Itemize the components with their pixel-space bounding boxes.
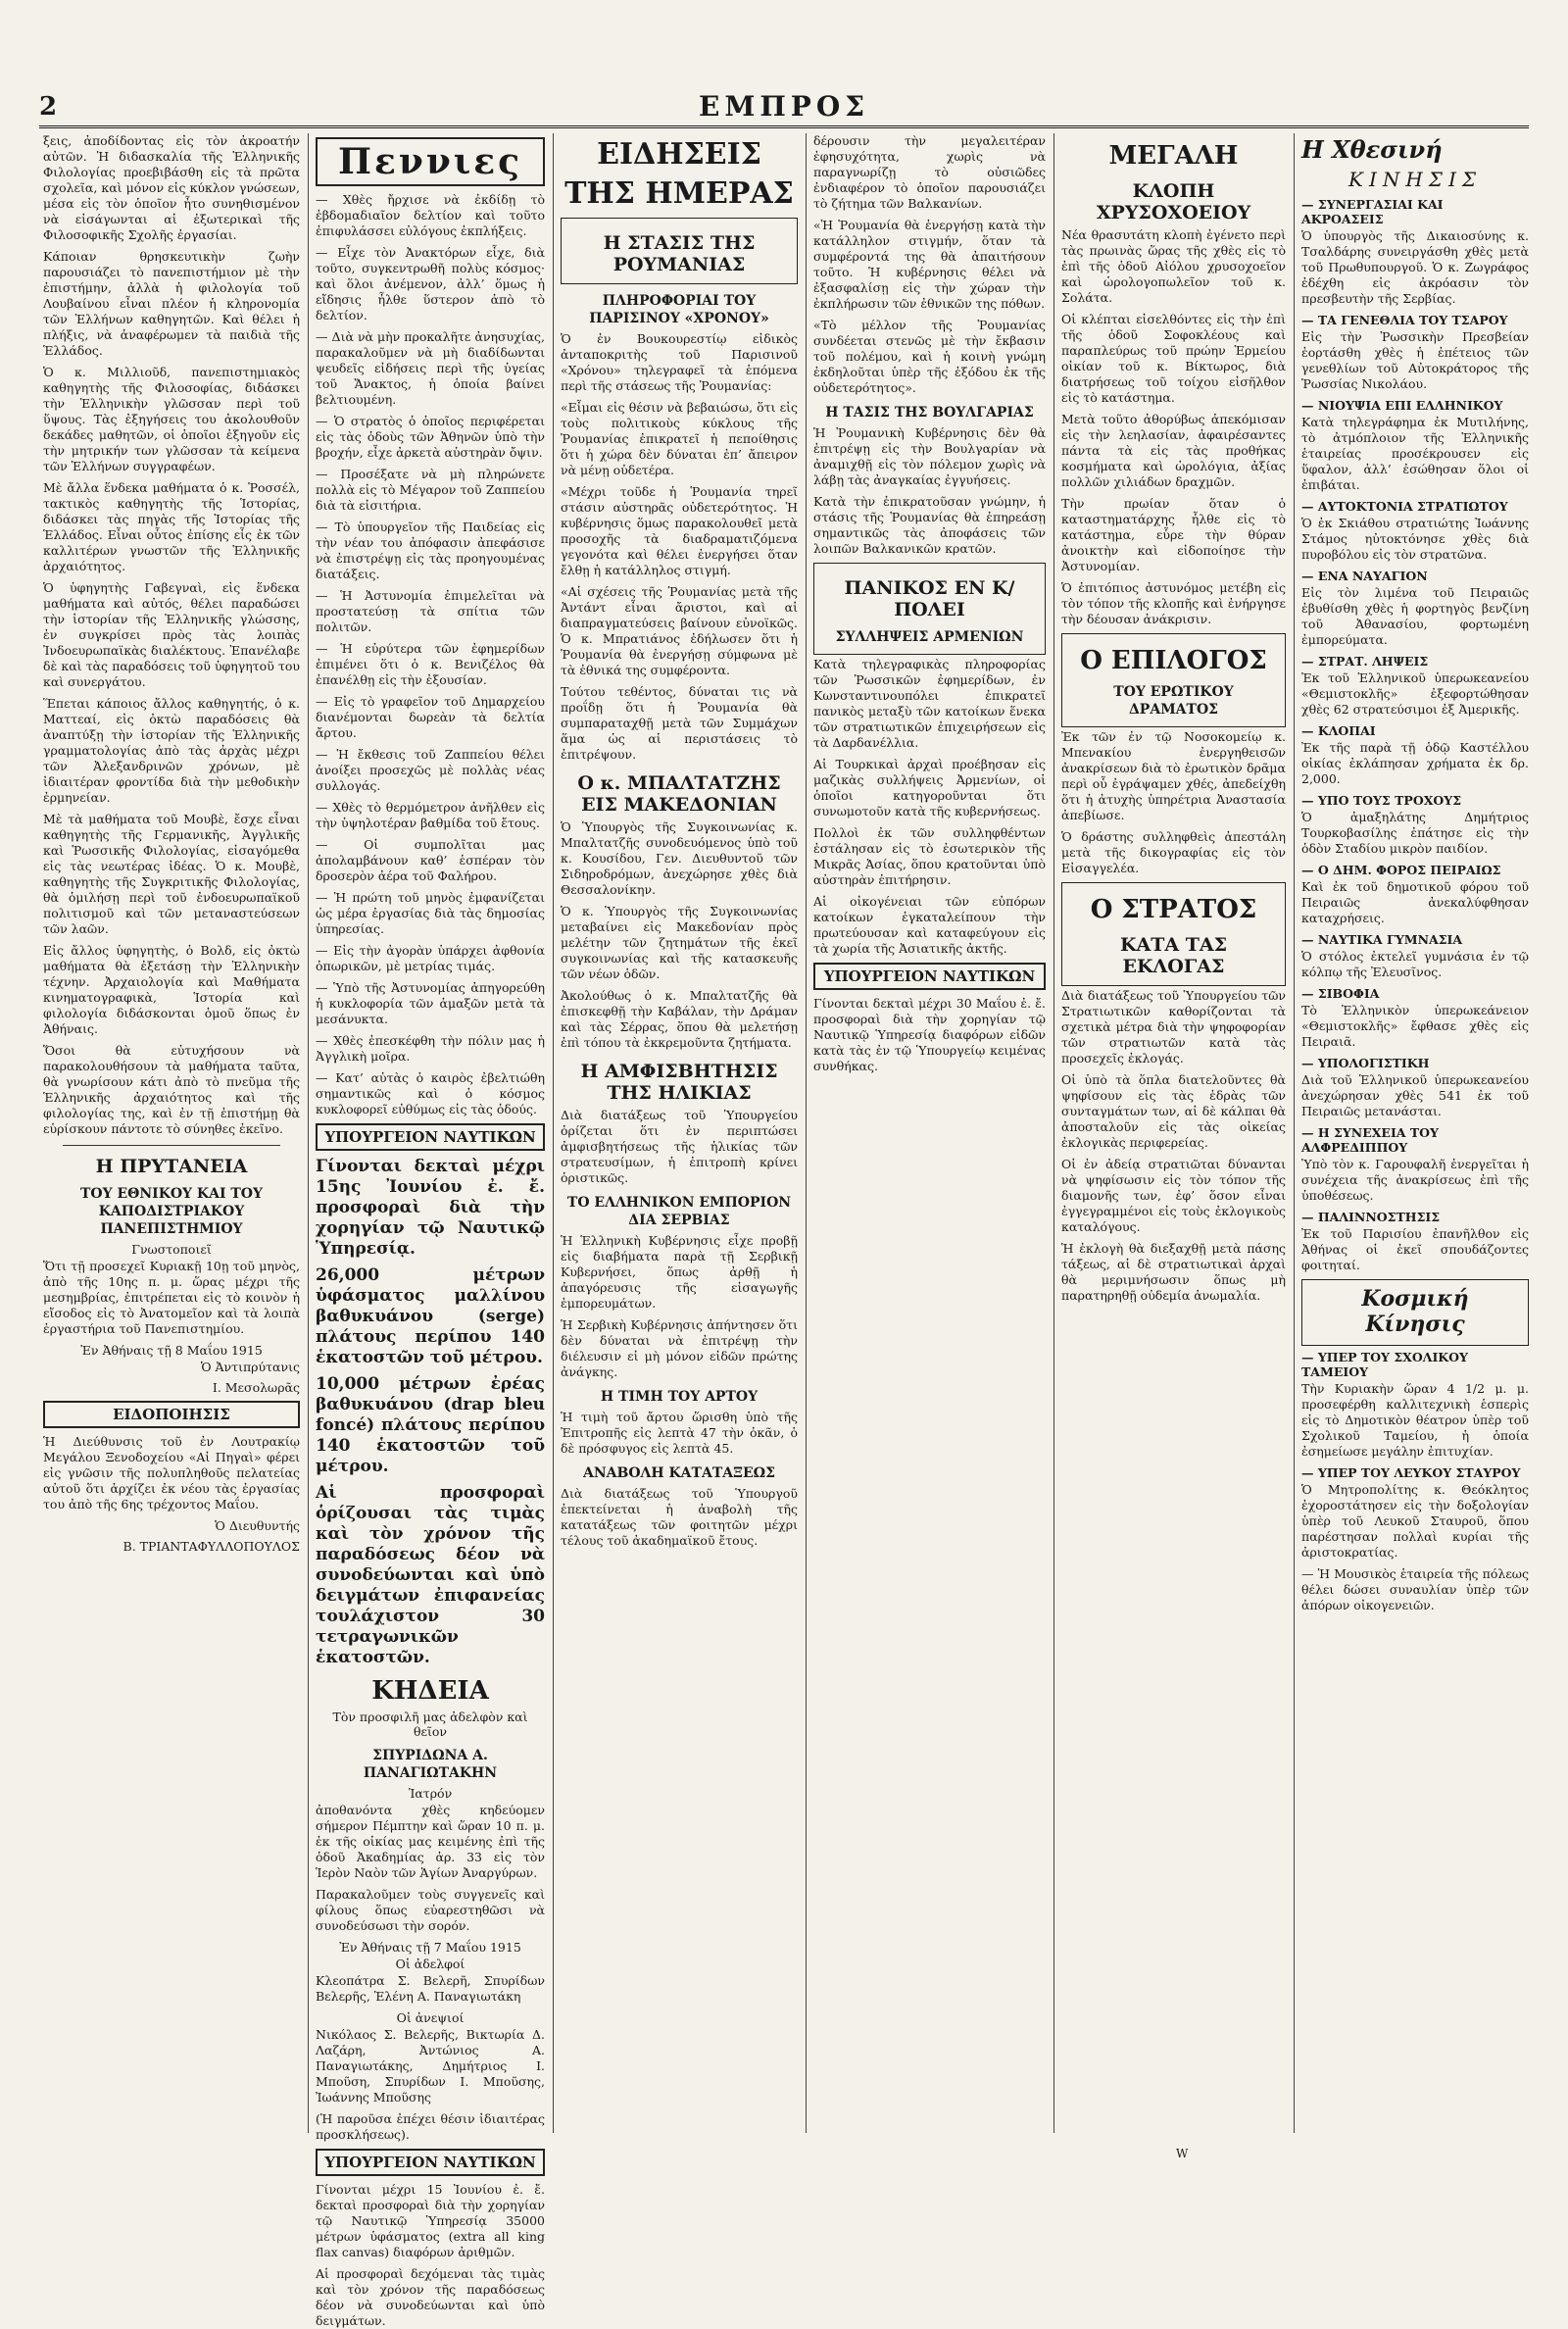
news-item-text: — Ἡ Μουσικὸς ἑταιρεία τῆς πόλεως θέλει δώσει συναυλίαν ὑπὲρ τῶν ἀπόρων οἰκογενειῶν. [1301,1566,1529,1612]
funeral-text: Παρακαλοῦμεν τοὺς συγγενεῖς καὶ φίλους ὅπως εὐαρεστηθῶσι νὰ συνοδεύσωσι τὴν σορόν. [316,1887,545,1933]
section-title: Η Χθεσινή [1301,135,1443,164]
news-item-text: Διὰ τοῦ Ἑλληνικοῦ ὑπερωκεανείου ἀνεχώρησαν χθὲς 541 ἐκ τοῦ Πειραιῶς μετανάσται. [1301,1072,1529,1118]
news-item-text: Ὑπὸ τὸν κ. Γαρουφαλῆ ἐνεργεῖται ἡ συνέχεια τῆς ἀνακρίσεως ἐπὶ τῆς ὑποθέσεως. [1301,1157,1529,1203]
section-subtitle: ΚΙΝΗΣΙΣ [1348,168,1482,191]
article-paragraph: «Αἱ σχέσεις τῆς Ῥουμανίας μετὰ τῆς Ἀντάντ εἶναι ἄριστοι, καὶ αἱ διαπραγματεύσεις βαίνουν εὐνοϊκῶς. Ὁ κ. Μπρατιάνος ἐδήλωσεν ὅτι ἡ Ῥουμανία θὰ ἐνεργήσῃ σύμφωνα μὲ τὰ ἐθνικά της συμφέροντα. [561,584,798,677]
article-paragraph: «Τὸ μέλλον τῆς Ῥουμανίας συνδέεται στενῶς μὲ τὴν ἔκβασιν τοῦ πολέμου, καὶ ἡ κοινὴ γνώμη ἐκδηλοῦται ὑπὲρ τῆς ἐξόδου ἐκ τῆς οὐδετερότητος». [813,318,1046,395]
article-paragraph: Αἱ οἰκογένειαι τῶν εὐπόρων κατοίκων ἐγκαταλείπουν τὴν πρωτεύουσαν καὶ καταφεύγουν εἰς τὰ χωρία τῆς Ἀσιατικῆς ἀκτῆς. [813,894,1046,956]
article-paragraph: Τὴν πρωίαν ὅταν ὁ καταστηματάρχης ἦλθε εἰς τὸ κατάστημα, εὗρε τὴν θύραν ἀνοικτὴν καὶ εἰδοποίησε τὴν Ἀστυνομίαν. [1061,496,1286,573]
eidopoiisis-name: Β. ΤΡΙΑΝΤΑΦΥΛΛΟΠΟΥΛΟΣ [122,1539,300,1554]
newspaper-name: ΕΜΠΡΟΣ [698,90,870,123]
article-paragraph: δέρουσιν τὴν μεγαλειτέραν ἐφησυχότητα, χωρὶς νὰ παραγνωρίζῃ τὸ οὐσιῶδες ἐνδιαφέρον τὸ ὁποῖον παρουσιάζει τὸ ζήτημα τῶν Βαλκανίων. [813,133,1046,211]
article-paragraph: Ὁ ἐν Βουκουρεστίῳ εἰδικὸς ἀνταποκριτὴς τοῦ Παρισινοῦ «Χρόνου» τηλεγραφεῖ τὰ ἑπόμενα περὶ τῆς στάσεως τῆς Ῥουμανίας: [561,331,798,393]
penniez-item: — Οἱ συμπολῖται μας ἀπολαμβάνουν καθ’ ἑσπέραν τὸν δροσερὸν ἀέρα τοῦ Φαλήρου. [316,837,545,883]
column-3 [561,133,798,2133]
news-item-text: Ἐκ τοῦ Παρισίου ἐπανῆλθον εἰς Ἀθήνας οἱ ἐκεῖ σπουδάζοντες φοιτηταί. [1301,1226,1529,1272]
penniez-item: — Ἡ εὐρύτερα τῶν ἐφημερίδων ἐπιμένει ὅτι ὁ κ. Βενιζέλος θὰ ἐπανέλθῃ εἰς τὴν ἐξουσίαν. [316,641,545,687]
news-item-heading: — ΤΑ ΓΕΝΕΘΛΙΑ ΤΟΥ ΤΣΑΡΟΥ [1301,313,1508,327]
article-paragraph: Διὰ διατάξεως τοῦ Ὑπουργείου ὁρίζεται ὅτι ἐν περιπτώσει ἀμφισβητήσεως τῆς ἡλικίας τῶν στρατευσίμων, ἡ ἐπιτροπὴ κρίνει ὁριστικῶς. [561,1108,798,1185]
article-paragraph: Κάποιαν θρησκευτικὴν ζωὴν παρουσιάζει τὸ πανεπιστήμιον μὲ τὴν ἐπιστήμην, ἀλλὰ ἡ φιλολογία τοῦ Λουβαίνου εἶναι πλέον ἡ κληρονομία τῶν Ἑλλήνων καθηγητῶν. Καὶ θέλει ἡ πλήξις, νὰ ἀναφέρωμεν τὰ παιδιὰ τῆς Ἑλλάδος. [43,249,300,358]
penniez-item: — Χθὲς ἤρχισε νὰ ἐκδίδῃ τὸ ἑβδομαδιαῖον δελτίον καὶ τοῦτο ἐπιφυλάσσει εὐλόγους ἐκπλήξεις. [316,192,545,238]
subheadline: ΣΥΛΛΗΨΕΙΣ ΑΡΜΕΝΙΩΝ [835,629,1024,645]
news-item-text: Τὸ Ἑλληνικὸν ὑπερωκεάνειον «Θεμιστοκλῆς» ἔφθασε χθὲς εἰς Πειραιᾶ. [1301,1003,1529,1049]
funeral-label: Οἱ ἀδελφοί [395,1957,466,1971]
news-item-heading: — Ο ΔΗΜ. ΦΟΡΟΣ ΠΕΙΡΑΙΩΣ [1301,863,1501,877]
news-item-heading: — ΝΑΥΤΙΚΑ ΓΥΜΝΑΣΙΑ [1301,932,1463,947]
news-item-heading: — ΠΑΛΙΝΝΟΣΤΗΣΙΣ [1301,1210,1441,1224]
article-paragraph: Ὁ Ὑπουργὸς τῆς Συγκοινωνίας κ. Μπαλτατζῆς συνοδευόμενος ὑπὸ τοῦ κ. Κουσίδου, Γεν. Διευθυντοῦ τῶν Σιδηροδρόμων, ἀνεχώρησε χθὲς διὰ Θεσσαλονίκην. [561,819,798,897]
article-paragraph: Ἡ Ἑλληνικὴ Κυβέρνησις εἶχε προβῇ εἰς διαβήματα παρὰ τῇ Σερβικῇ Κυβερνήσει, ὅπως ἀρθῇ ἡ ἀπαγόρευσις τῆς εἰσαγωγῆς ἐμπορευμάτων. [561,1233,798,1311]
funeral-text: ἀποθανόντα χθὲς κηδεύομεν σήμερον Πέμπτην καὶ ὥραν 10 π. μ. ἐκ τῆς οἰκίας μας κειμένης ἐπὶ τῆς ὁδοῦ Ἀκαδημίας ἀρ. 33 εἰς τὸν Ἱερὸν Ναὸν τῶν Ἁγίων Ἀναργύρων. [316,1803,545,1880]
article-paragraph: Διὰ διατάξεως τοῦ Ὑπουργείου τῶν Στρατιωτικῶν καθορίζονται τὰ σχετικὰ μέτρα διὰ τὴν ψηφοφορίαν τῶν στρατιωτῶν κατὰ τὰς προσεχεῖς ἐκλογάς. [1061,988,1286,1065]
penniez-item: — Εἶχε τὸν Ἀνακτόρων εἶχε, διὰ τοῦτο, συγκεντρωθῆ πολὺς κόσμος· καὶ ὅλοι ἀνέμενον, ἀλλ’ ὅμως ἡ εἴδησις ἦλθε ὕστερον ἀπὸ τὸ δελτίον. [316,245,545,322]
news-item-text: Ἐκ τῆς παρὰ τῇ ὁδῷ Καστέλλου οἰκίας ἐκλάπησαν χρήματα ἐκ δρ. 2,000. [1301,740,1529,786]
navy-ad-text: 10,000 μέτρων ἐρέας βαθυκυάνου (drap bleu foncé) πλάτους περίπου 140 ἑκατοστῶν τοῦ μέτρου. [316,1374,545,1476]
news-item-text: Κατὰ τηλεγράφημα ἐκ Μυτιλήνης, τὸ ἀτμόπλοιον τῆς Ἑλληνικῆς ἑταιρείας προσέκρουσεν εἰς ὕφαλον, ἀλλ’ ἐσώθησαν ὅλοι οἱ ἐπιβάται. [1301,415,1529,492]
headline: Ο ΕΠΙΛΟΓΟΣ [1080,646,1267,675]
headline-box [561,218,798,284]
subheadline: ΚΑΤΑ ΤΑΣ ΕΚΛΟΓΑΣ [1119,934,1228,977]
article-paragraph: Κατὰ τηλεγραφικὰς πληροφορίας τῶν Ῥωσσικῶν ἐφημερίδων, ἐν Κωνσταντινουπόλει ἐπικρατεῖ πανικὸς μεταξὺ τῶν κατοίκων ἕνεκα τῶν στρατιωτικῶν ἐπιχειρήσεων εἰς τὰ Δαρδανέλλια. [813,657,1046,750]
news-item-text: Ὁ ἐκ Σκιάθου στρατιώτης Ἰωάννης Στάμος ηὐτοκτόνησε χθὲς διὰ πυροβόλου εἰς τὸν στρατῶνα. [1301,516,1529,562]
penniez-item: — Ἡ Ἀστυνομία ἐπιμελεῖται νὰ προστατεύσῃ τὰ σπίτια τῶν πολιτῶν. [316,588,545,634]
news-item-heading: — ΣΤΡΑΤ. ΛΗΨΕΙΣ [1301,654,1429,669]
news-item-heading: — ΑΥΤΟΚΤΟΝΙΑ ΣΤΡΑΤΙΩΤΟΥ [1301,499,1508,514]
news-item-heading: — ΣΥΝΕΡΓΑΣΙΑΙ ΚΑΙ ΑΚΡΟΑΣΕΙΣ [1301,197,1444,226]
eidopoiisis-role: Ὁ Διευθυντής [215,1518,300,1533]
funeral-names: Νικόλαος Σ. Βελερῆς, Βικτωρία Δ. Λαζάρη, Ἀντώνιος Α. Παναγιωτάκης, Δημήτριος Ι. Μποῦση, Σπυρίδων Ι. Μποῦσης, Ἰωάννης Μποῦσης [316,2027,545,2105]
penniez-item: — Ἡ ἔκθεσις τοῦ Ζαππείου θέλει ἀνοίξει προσεχῶς μὲ πολλὰς νέας συλλογάς. [316,747,545,793]
corner-mark: W [1176,2147,1189,2160]
navy-ad-text: Γίνονται δεκταὶ μέχρι 15ης Ἰουνίου ἐ. ἔ. προσφοραὶ διὰ τὴν χορηγίαν τῷ Ναυτικῷ Ὑπηρεσίᾳ. [316,1157,545,1259]
navy-ad-title: ΥΠΟΥΡΓΕΙΟΝ ΝΑΥΤΙΚΩΝ [316,2149,545,2176]
news-items [1301,1350,1529,1613]
column-rule [1294,133,1295,2133]
navy-ad-title: ΥΠΟΥΡΓΕΙΟΝ ΝΑΥΤΙΚΩΝ [813,963,1046,990]
penniez-item: — Εἰς τὸ γραφεῖον τοῦ Δημαρχείου διανέμονται δωρεὰν τὰ δελτία ἄρτου. [316,694,545,740]
funeral-note: (Ἡ παροῦσα ἐπέχει θέσιν ἰδιαιτέρας προσκλήσεως). [316,2111,545,2142]
eidopoiisis-text: Ἡ Διεύθυνσις τοῦ ἐν Λουτρακίῳ Μεγάλου Ξενοδοχείου «Αἱ Πηγαὶ» φέρει εἰς γνῶσιν τῆς πολυπληθοῦς πελατείας αὐτοῦ ὅτι ἀρχίζει ἐκ νέου τὰς ἐργασίας του ἀπὸ τῆς 6ης τρέχοντος Μαΐου. [43,1434,300,1511]
news-item-text: Τὴν Κυριακὴν ὥραν 4 1/2 μ. μ. προσεφέρθη καλλιτεχνικὴ ἑσπερὶς εἰς τὸ Δημοτικὸν θέατρον ὑπὲρ τοῦ Σχολικοῦ Ταμείου, ἡ ὁποία ἐσημείωσε μεγάλην ἐπιτυχίαν. [1301,1381,1529,1459]
article-paragraph: Μὲ τὰ μαθήματα τοῦ Μουβὲ, ἔσχε εἶναι καθηγητὴς τῆς Γερμανικῆς, Ἀγγλικῆς καὶ Ῥωσσικῆς Φιλολογίας, εἰσαγόμεθα εἰς τὰς νεωτέρας ἰδέας. Ὁ κ. Μουβὲ, καθηγητὴς τῆς Συγκριτικῆς Φιλολογίας, θὰ ὁμιλήσῃ περὶ τοῦ ἐνδοευρωπαϊκοῦ πολιτισμοῦ καὶ τῶν μεταναστεύσεων τῶν λαῶν. [43,812,300,936]
funeral-title: ΚΗΔΕΙΑ [371,1676,489,1706]
prytaneia-title: Η ΠΡΥΤΑΝΕΙΑ [95,1156,248,1177]
news-item-text: Ἐκ τοῦ Ἑλληνικοῦ ὑπερωκεανείου «Θεμιστοκλῆς» ἐξεφορτώθησαν χθὲς 62 στρατεύσιμοι ἐξ Ἀμερικῆς. [1301,670,1529,717]
headline-box [813,563,1046,655]
article-paragraph: Κατὰ τὴν ἐπικρατοῦσαν γνώμην, ἡ στάσις τῆς Ῥουμανίας θὰ ἐπηρεάσῃ σημαντικῶς τὰς ἀποφάσεις τῶν λοιπῶν Βαλκανικῶν κρατῶν. [813,494,1046,556]
section-title: Κοσμική Κίνησις [1361,1286,1469,1337]
navy-ad-text: Γίνονται μέχρι 15 Ἰουνίου ἐ. ἔ. δεκταὶ προσφοραὶ διὰ τὴν χορηγίαν τῷ Ναυτικῷ Ὑπηρεσίᾳ 35000 μέτρων ὑφάσματος (extra all king flax canvas) διαφόρων ἀριθμῶν. [316,2182,545,2259]
prytaneia-date: Ἐν Ἀθήναις τῇ 8 Μαΐου 1915 [80,1343,263,1358]
navy-ad-text: 26,000 μέτρων ὑφάσματος μαλλίνου βαθυκυάνου (serge) πλάτους περίπου 140 ἑκατοστῶν τοῦ μέτρου. [316,1265,545,1367]
headline: ΠΑΝΙΚΟΣ ΕΝ Κ/ΠΟΛΕΙ [844,577,1015,620]
penniez-item: — Χθὲς τὸ θερμόμετρον ἀνῆλθεν εἰς τὴν ὑψηλοτέραν βαθμίδα τοῦ ἔτους. [316,800,545,830]
article-paragraph: Πολλοὶ ἐκ τῶν συλληφθέντων ἐστάλησαν εἰς τὸ ἐσωτερικὸν τῆς Μικρᾶς Ἀσίας, ὅπου κρατοῦνται ὑπὸ αὐστηρὰν ἐπιτήρησιν. [813,825,1046,887]
headline: Ο κ. ΜΠΑΛΤΑΤΖΗΣ ΕΙΣ ΜΑΚΕΔΟΝΙΑΝ [577,772,781,816]
article-paragraph: «Ἡ Ῥουμανία θὰ ἐνεργήσῃ κατὰ τὴν κατάλληλον στιγμήν, ὅταν τὰ συμφέροντά της θὰ ἀπαιτήσουν τοῦτο. Ἡ κυβέρνησις θέλει νὰ ἐξασφαλίσῃ εἰς τὴν χώραν τὴν ἐκπλήρωσιν τῶν ἐθνικῶν της πόθων. [813,218,1046,311]
article-paragraph: Ἡ τιμὴ τοῦ ἄρτου ὥρισθη ὑπὸ τῆς Ἐπιτροπῆς εἰς λεπτὰ 47 τὴν ὀκᾶν, ὁ δὲ πρόσφυγος εἰς λεπτὰ 45. [561,1410,798,1456]
penniez-item: — Χθὲς ἐπεσκέφθη τὴν πόλιν μας ἡ Ἀγγλικὴ μοῖρα. [316,1033,545,1064]
column-4 [813,133,1046,2133]
eidopoiisis-title: ΕΙΔΟΠΟΙΗΣΙΣ [43,1401,300,1428]
subheadline: ΚΛΟΠΗ ΧΡΥΣΟΧΟΕΙΟΥ [1096,180,1251,223]
headline: Η ΤΑΣΙΣ ΤΗΣ ΒΟΥΛΓΑΡΙΑΣ [825,405,1034,421]
news-item-heading: — ΥΠΟ ΤΟΥΣ ΤΡΟΧΟΥΣ [1301,793,1462,808]
prytaneia-signature: Ι. Μεσολωρᾶς [212,1380,300,1395]
article-paragraph: Τούτου τεθέντος, δύναται τις νὰ προΐδῃ ὅτι ἡ Ῥουμανία θὰ συμπαραταχθῇ μετὰ τῶν Συμμάχων ἅμα ὡς αἱ περιστάσεις τὸ ἐπιτρέψουν. [561,684,798,762]
section-title: ΕΙΔΗΣΕΙΣ ΤΗΣ ΗΜΕΡΑΣ [564,137,794,211]
prytaneia-subtitle: ΤΟΥ ΕΘΝΙΚΟΥ ΚΑΙ ΤΟΥ ΚΑΠΟΔΙΣΤΡΙΑΚΟΥ ΠΑΝΕΠΙΣΤΗΜΙΟΥ [80,1186,263,1237]
article-paragraph: Ἡ Σερβικὴ Κυβέρνησις ἀπήντησεν ὅτι δὲν δύναται νὰ ἐπιτρέψῃ τὴν διέλευσιν εἰ μὴ μόνον εἰδῶν πρώτης ἀνάγκης. [561,1317,798,1379]
article-paragraph: Αἱ Τουρκικαὶ ἀρχαὶ προέβησαν εἰς μαζικὰς συλλήψεις Ἀρμενίων, οἱ ὁποῖοι κατηγοροῦνται ὅτι συνωμοτοῦν κατὰ τῆς κυβερνήσεως. [813,757,1046,818]
headline: Η ΣΤΑΣΙΣ ΤΗΣ ΡΟΥΜΑΝΙΑΣ [603,232,756,275]
news-item-heading: — ΥΠΕΡ ΤΟΥ ΣΧΟΛΙΚΟΥ ΤΑΜΕΙΟΥ [1301,1350,1468,1379]
headline: Ο ΣΤΡΑΤΟΣ [1090,895,1257,924]
news-item-heading: — ΝΙΟΥΨΙΑ ΕΠΙ ΕΛΛΗΝΙΚΟΥ [1301,398,1503,413]
headline-box [1061,633,1286,727]
article-paragraph: Ἕπεται κάποιος ἄλλος καθηγητής, ὁ κ. Ματτεαί, εἰς ὀκτὼ παραδόσεις θὰ ἀναπτύξῃ τὴν ἱστορίαν τῆς Ἑλληνικῆς γραμματολογίας ἀπὸ τὰς ἀρχὰς μέχρι τῶν Ἀλεξανδρινῶν χρόνων, μὲ ἰδιαιτέραν φροντίδα διὰ τὴν μεθοδικὴν ἐρμηνείαν. [43,696,300,805]
funeral-label: Οἱ ἀνεψιοί [396,2010,465,2025]
penniez-item: — Κατ’ αὐτὰς ὁ καιρὸς ἐβελτιώθη σημαντικῶς καὶ ὁ κόσμος κυκλοφορεῖ εὐθύμως εἰς τὰς ὁδούς. [316,1070,545,1116]
penniez-item: — Ὑπὸ τῆς Ἀστυνομίας ἀπηγορεύθη ἡ κυκλοφορία τῶν ἁμαξῶν μετὰ τὰ μεσάνυκτα. [316,980,545,1026]
funeral-date: Ἐν Ἀθήναις τῇ 7 Μαΐου 1915 [339,1940,521,1955]
article-paragraph: «Εἶμαι εἰς θέσιν νὰ βεβαιώσω, ὅτι εἰς τοὺς πολιτικοὺς κύκλους τῆς Ῥουμανίας ἐπικρατεῖ ἡ πεποίθησις ὅτι ἡ χώρα δὲν δύναται ἐπ’ ἄπειρον νὰ μένῃ οὐδετέρα. [561,400,798,477]
subheadline: ΠΛΗΡΟΦΟΡΙΑΙ ΤΟΥ ΠΑΡΙΣΙΝΟΥ «ΧΡΟΝΟΥ» [589,293,769,326]
news-item-heading: — ΚΛΟΠΑΙ [1301,723,1376,738]
column-rule [553,133,554,2133]
prytaneia-text: Ὅτι τῇ προσεχεῖ Κυριακῇ 10ῃ τοῦ μηνὸς, ἀπὸ τῆς 10ης π. μ. ὥρας μέχρι τῆς μεσημβρίας, ἐπιτρέπεται εἰς τὸ κοινὸν ἡ εἴσοδος εἰς τὸ Ἀνατομεῖον καὶ τὰ λοιπὰ ἐργαστήρια τοῦ Πανεπιστημίου. [43,1259,300,1336]
article-paragraph: Ἡ Ῥουμανικὴ Κυβέρνησις δὲν θὰ ἐπιτρέψῃ εἰς τὴν Βουλγαρίαν νὰ ἀναμιχθῇ εἰς τὸν πόλεμον χωρὶς νὰ λάβῃ τὰς ἀναγκαίας ἐγγυήσεις. [813,425,1046,487]
news-items [1301,197,1529,1273]
article-paragraph: Ἀκολούθως ὁ κ. Μπαλτατζῆς θὰ ἐπισκεφθῇ τὴν Καβάλαν, τὴν Δράμαν καὶ τὰς Σέρρας, ὅπου θὰ μελετήσῃ ἐπὶ τόπου τὰ ἐκκρεμοῦντα ζητήματα. [561,988,798,1050]
article-paragraph: Ὅσοι θὰ εὐτυχήσουν νὰ παρακολουθήσουν τὰ μαθήματα ταῦτα, θὰ γνωρίσουν κάτι ἀπὸ τὸ πνεῦμα τῆς Ἑλληνικῆς ἀρχαιότητος καὶ τῆς φιλολογίας της, καὶ ἐν τῇ ἐπιστήμῃ θὰ εὑρίσκουν πάντοτε τὸ σύνηθες ἐκεῖνο. [43,1043,300,1136]
navy-ad-title: ΥΠΟΥΡΓΕΙΟΝ ΝΑΥΤΙΚΩΝ [316,1123,545,1151]
column-5 [1061,133,1286,2133]
headline: Η ΑΜΦΙΣΒΗΤΗΣΙΣ ΤΗΣ ΗΛΙΚΙΑΣ [580,1061,778,1104]
prytaneia-label: Γνωστοποιεῖ [131,1242,212,1257]
funeral-names: Κλεοπάτρα Σ. Βελερῆ, Σπυρίδων Βελερῆς, Ἑλένη Α. Παναγιωτάκη [316,1973,545,2004]
article-paragraph: Ἡ ἐκλογὴ θὰ διεξαχθῇ μετὰ πάσης τάξεως, αἱ δὲ στρατιωτικαὶ ἀρχαὶ θὰ μεριμνήσωσιν ὅπως μὴ παρατηρηθῇ οὐδεμία ἀνωμαλία. [1061,1241,1286,1303]
article-paragraph: Ὁ κ. Μιλλιοῦδ, πανεπιστημιακὸς καθηγητὴς τῆς Φιλοσοφίας, διδάσκει τὴν Ἑλληνικὴν γλῶσσαν περὶ τοῦ ὕψους. Τὰς ἐξηγήσεις του ἀκολουθοῦν δεκάδες μαθητῶν, οἱ ὁποῖοι ἐξηγοῦν εἰς τὴν μητρικήν των γλῶσσαν τὰ κείμενα τῶν Ἑλλήνων συγγραφέων. [43,365,300,473]
funeral-name: ΣΠΥΡΙΔΩΝΑ Α. ΠΑΝΑΓΙΩΤΑΚΗΝ [363,1748,498,1781]
divider [63,1145,280,1146]
column-2 [316,133,545,2328]
article-paragraph: Οἱ κλέπται εἰσελθόντες εἰς τὴν ἐπὶ τῆς ὁδοῦ Σοφοκλέους καὶ παραπλεύρως τοῦ πρώην Ἑρμείου οἰκίαν τοῦ κ. Βίκτωρος, διὰ διατρήσεως τοῦ τοίχου εἰσῆλθον εἰς τὸ κατάστημα. [1061,312,1286,405]
penniez-item: — Προσέξατε νὰ μὴ πληρώνετε πολλὰ εἰς τὸ Μέγαρον τοῦ Ζαππείου διὰ τὰ εἰσιτήρια. [316,467,545,513]
article-paragraph: ξεις, ἀποδίδοντας εἰς τὸν ἀκροατήν αὐτῶν. Ἡ διδασκαλία τῆς Ἑλληνικῆς Φιλολογίας προεβιβάσθη εἰς τὰ πρῶτα σχολεῖα, καὶ μόνον εἰς κύκλον γνώσεων, μέσα εἰς τὸν ὁποῖον ἦτο συνηθισμένον νὰ εἰσάγωνται αἱ ἐξωτερικαὶ τῆς Φιλοσοφικῆς Σχολῆς ἐργασίαι. [43,133,300,242]
headline-box [1061,882,1286,986]
penniez-item: — Διὰ νὰ μὴν προκαλῆτε ἀνησυχίας, παρακαλοῦμεν νὰ μὴ διαδίδωνται ψευδεῖς εἰδήσεις περὶ τῆς ὑγείας τοῦ Ἄνακτος, ἡ ὁποία βαίνει βελτιουμένη. [316,329,545,407]
penniez-title: Πεννιες [337,141,523,182]
penniez-item: — Ἡ πρώτη τοῦ μηνὸς ἐμφανίζεται ὡς μέρα ἐργασίας διὰ τὰς δημοσίας ὑπηρεσίας. [316,890,545,936]
headline-box [1301,1279,1529,1346]
article-paragraph: Μετὰ τοῦτο ἀθορύβως ἀπεκόμισαν εἰς τὴν λεηλασίαν, ἀφαιρέσαντες πάντα τὰ εἰς τὰς προθήκας κοσμήματα καὶ ὡρολόγια, ἀξίας πολλῶν χιλιάδων δραχμῶν. [1061,412,1286,489]
column-rule [806,133,807,2133]
news-item-heading: — ΥΠΕΡ ΤΟΥ ΛΕΥΚΟΥ ΣΤΑΥΡΟΥ [1301,1465,1521,1480]
column-rule [308,133,309,2133]
news-item-text: Εἰς τὸν λιμένα τοῦ Πειραιῶς ἐβυθίσθη χθὲς ἡ φορτηγὸς βενζίνη τοῦ Ἀθανασίου, φορτωμένη ἐμπορεύματα. [1301,585,1529,647]
funeral-intro: Τὸν προσφιλῆ μας ἀδελφὸν καὶ θεῖον [332,1710,528,1739]
news-item-heading: — ΣΙΒΟΦΙΑ [1301,986,1380,1001]
page-number: 2 [39,92,58,122]
headline: ΤΟ ΕΛΛΗΝΙΚΟΝ ΕΜΠΟΡΙΟΝ ΔΙΑ ΣΕΡΒΙΑΣ [566,1195,792,1228]
navy-ad-text: Αἱ προσφοραὶ δεχόμεναι τὰς τιμὰς καὶ τὸν χρόνον τῆς παραδόσεως δέον νὰ συνοδεύωνται καὶ ὑπὸ δειγμάτων. [316,2266,545,2328]
article-paragraph: Οἱ ἐν ἀδείᾳ στρατιῶται δύνανται νὰ ψηφίσωσιν εἰς τὸν τόπον τῆς διαμονῆς των, ἐφ’ ὅσον εἶναι ἐγγεγραμμένοι εἰς τοὺς ἐκλογικοὺς καταλόγους. [1061,1157,1286,1234]
article-paragraph: Ὁ κ. Ὑπουργὸς τῆς Συγκοινωνίας μεταβαίνει εἰς Μακεδονίαν πρὸς μελέτην τῶν ζητημάτων τῆς ἐκεῖ συγκοινωνίας καὶ τῆς κατασκευῆς τῶν νέων ὁδῶν. [561,904,798,981]
article-paragraph: Ἐκ τῶν ἐν τῷ Νοσοκομείῳ κ. Μπενακίου ἐνεργηθεισῶν ἀνακρίσεων διὰ τὸ ἐρωτικὸν δρᾶμα περὶ οὗ ἐγράψαμεν χθές, ἀπεδείχθη ὅτι ἡ ἀτυχὴς ὑπηρέτρια Ἀναστασία ἀπεβίωσε. [1061,729,1286,822]
penniez-item: — Ὁ στρατὸς ὁ ὁποῖος περιφέρεται εἰς τὰς ὁδοὺς τῶν Ἀθηνῶν ὑπὸ τὴν βροχήν, εἶχε ἀρκετὰ αὐστηρὰν ὄψιν. [316,414,545,460]
article-paragraph: Διὰ διατάξεως τοῦ Ὑπουργοῦ ἐπεκτείνεται ἡ ἀναβολὴ τῆς κατατάξεως τῶν φοιτητῶν μέχρι τέλους τοῦ ἀκαδημαϊκοῦ ἔτους. [561,1486,798,1548]
column-6 [1301,133,1529,2133]
article-paragraph: Ὁ ἐπιτόπιος ἀστυνόμος μετέβη εἰς τὸν τόπον τῆς κλοπῆς καὶ ἐνήργησε τὴν δέουσαν ἀνάκρισιν. [1061,580,1286,626]
masthead [39,86,1529,128]
news-item-text: Ὁ στόλος ἐκτελεῖ γυμνάσια ἐν τῷ κόλπῳ τῆς Ἐλευσῖνος. [1301,949,1529,979]
news-item-heading: — ΕΝΑ ΝΑΥΑΓΙΟΝ [1301,569,1428,583]
prytaneia-role: Ὁ Ἀντιπρύτανις [200,1360,300,1374]
headline: ΜΕΓΑΛΗ [1108,141,1239,171]
article-paragraph: Μὲ ἄλλα ἕνδεκα μαθήματα ὁ κ. Ῥοσσέλ, τακτικὸς καθηγητὴς τῆς Ἱστορίας, διδάσκει τὰς πηγὰς τῆς Ἱστορίας τῆς Ἑλλάδος. Εἶναι οὗτος ἐπίσης εἷς ἐκ τῶν καλλιτέρων γνωστῶν τῆς Ἑλληνικῆς ἀρχαιότητος. [43,480,300,573]
news-item-heading: — Η ΣΥΝΕΧΕΙΑ ΤΟΥ ΑΛΦΡΕΔΙΠΠΟΥ [1301,1125,1439,1155]
article-paragraph: Ὁ δράστης συλληφθεὶς ἀπεστάλη μετὰ τῆς δικογραφίας εἰς τὸν Εἰσαγγελέα. [1061,829,1286,875]
article-paragraph: Γίνονται δεκταὶ μέχρι 30 Μαΐου ἐ. ἔ. προσφοραὶ διὰ τὴν χορηγίαν τῷ Ναυτικῷ Ὑπηρεσίᾳ διαφόρων εἰδῶν κατὰ τὰς ἐν τῷ Ὑπουργείῳ κειμένας συνθήκας. [813,996,1046,1073]
news-item-text: Ὁ ὑπουργὸς τῆς Δικαιοσύνης κ. Τσαλδάρης συνειργάσθη χθὲς μετὰ τοῦ Πρωθυπουργοῦ. Ὁ κ. Ζωγράφος ἐδέχθη εἰς ἀκρόασιν τὸν πρεσβευτὴν τῆς Σερβίας. [1301,228,1529,306]
headline: ΑΝΑΒΟΛΗ ΚΑΤΑΤΑΞΕΩΣ [583,1465,775,1481]
article-paragraph: Εἰς ἄλλος ὑφηγητὴς, ὁ Βολδ, εἰς ὀκτὼ μαθήματα θὰ ἐξετάσῃ τὴν Ἑλληνικὴν τέχνην. Ἀρχαιολογία καὶ Μαθήματα κινηματογραφικὰ, Ἱστορία καὶ φιλολογία διδάσκονται ὁμοῦ ὅπως ἐν Ἀθήναις. [43,943,300,1036]
article-paragraph: «Μέχρι τοῦδε ἡ Ῥουμανία τηρεῖ στάσιν αὐστηρᾶς οὐδετερότητος. Ἡ κυβέρνησις ὅμως παρακολουθεῖ μετὰ προσοχῆς τὰ διαδραματιζόμενα γεγονότα καὶ θέλει ἐνεργήσει ὅταν ἔλθῃ ἡ κατάλληλος στιγμή. [561,484,798,577]
news-item-heading: — ΥΠΟΛΟΓΙΣΤΙΚΗ [1301,1056,1430,1070]
penniez-item: — Εἰς τὴν ἀγορὰν ὑπάρχει ἀφθονία ὀπωρικῶν, μὲ μετρίας τιμάς. [316,943,545,973]
headline: Η ΤΙΜΗ ΤΟΥ ΑΡΤΟΥ [600,1389,759,1405]
navy-ad-text: Αἱ προσφοραὶ ὁρίζουσαι τὰς τιμὰς καὶ τὸν χρόνον τῆς παραδόσεως δέον νὰ συνοδεύωνται καὶ ὑπὸ δειγμάτων ἐπιφανείας τουλάχιστον 30 τετραγωνικῶν ἑκατοστῶν. [316,1483,545,1667]
news-item-text: Ὁ Μητροπολίτης κ. Θεόκλητος ἐχοροστάτησεν εἰς τὴν δοξολογίαν ὑπὲρ τοῦ Λευκοῦ Σταυροῦ, ὅπου παρέστησαν πολλαὶ κυρίαι τῆς ἀριστοκρατίας. [1301,1482,1529,1560]
column-1 [43,133,300,2133]
funeral-role: Ἰατρόν [408,1786,453,1801]
article-paragraph: Ὁ ὑφηγητὴς Γαβεγναὶ, εἰς ἕνδεκα μαθήματα καὶ αὐτός, θέλει παραδώσει τὴν ἱστορίαν τῆς Ἑλληνικῆς γλώσσης, ἐν συγκρίσει πρὸς τὰς λοιπὰς Ἰνδοευρωπαϊκὰς διαλέκτους. Ἐπανέλαβε δὲ καὶ τὰς παραδόσεις τοῦ ὑφηγητοῦ του καὶ συνεργάτου. [43,580,300,689]
article-paragraph: Νέα θρασυτάτη κλοπὴ ἐγένετο περὶ τὰς πρωινὰς ὥρας τῆς χθὲς εἰς τὸ ἐπὶ τῆς ὁδοῦ Αἰόλου χρυσοχοεῖον καὶ ὡρολογοπωλεῖον τοῦ κ. Σολάτα. [1061,227,1286,305]
penniez-box [316,137,545,186]
news-item-text: Καὶ ἐκ τοῦ δημοτικοῦ φόρου τοῦ Πειραιῶς ἀνεκαλύφθησαν καταχρήσεις. [1301,879,1529,925]
article-paragraph: Οἱ ὑπὸ τὰ ὅπλα διατελοῦντες θὰ ψηφίσουν εἰς τὰς ἑδρὰς τῶν συνταγμάτων των, αἱ δὲ κάλπαι θὰ ἀποσταλοῦν εἰς τὰς οἰκείας ἐκλογικὰς περιφερείας. [1061,1072,1286,1150]
subheadline: ΤΟΥ ΕΡΩΤΙΚΟΥ ΔΡΑΜΑΤΟΣ [1113,684,1234,718]
news-item-text: Ὁ ἁμαξηλάτης Δημήτριος Τουρκοβασίλης ἐπάτησε εἰς τὴν ὁδὸν Σταδίου μικρὸν παιδίον. [1301,810,1529,856]
news-item-text: Εἰς τὴν Ῥωσσικὴν Πρεσβείαν ἐορτάσθη χθὲς ἡ ἐπέτειος τῶν γενεθλίων τοῦ Αὐτοκράτορος τῆς Ῥωσσίας Νικολάου. [1301,329,1529,391]
penniez-item: — Τὸ ὑπουργεῖον τῆς Παιδείας εἰς τὴν νέαν του ἀπόφασιν ἀπεφάσισε νὰ ἐπιστρέψῃ εἰς τὰς προηγουμένας διατάξεις. [316,520,545,581]
